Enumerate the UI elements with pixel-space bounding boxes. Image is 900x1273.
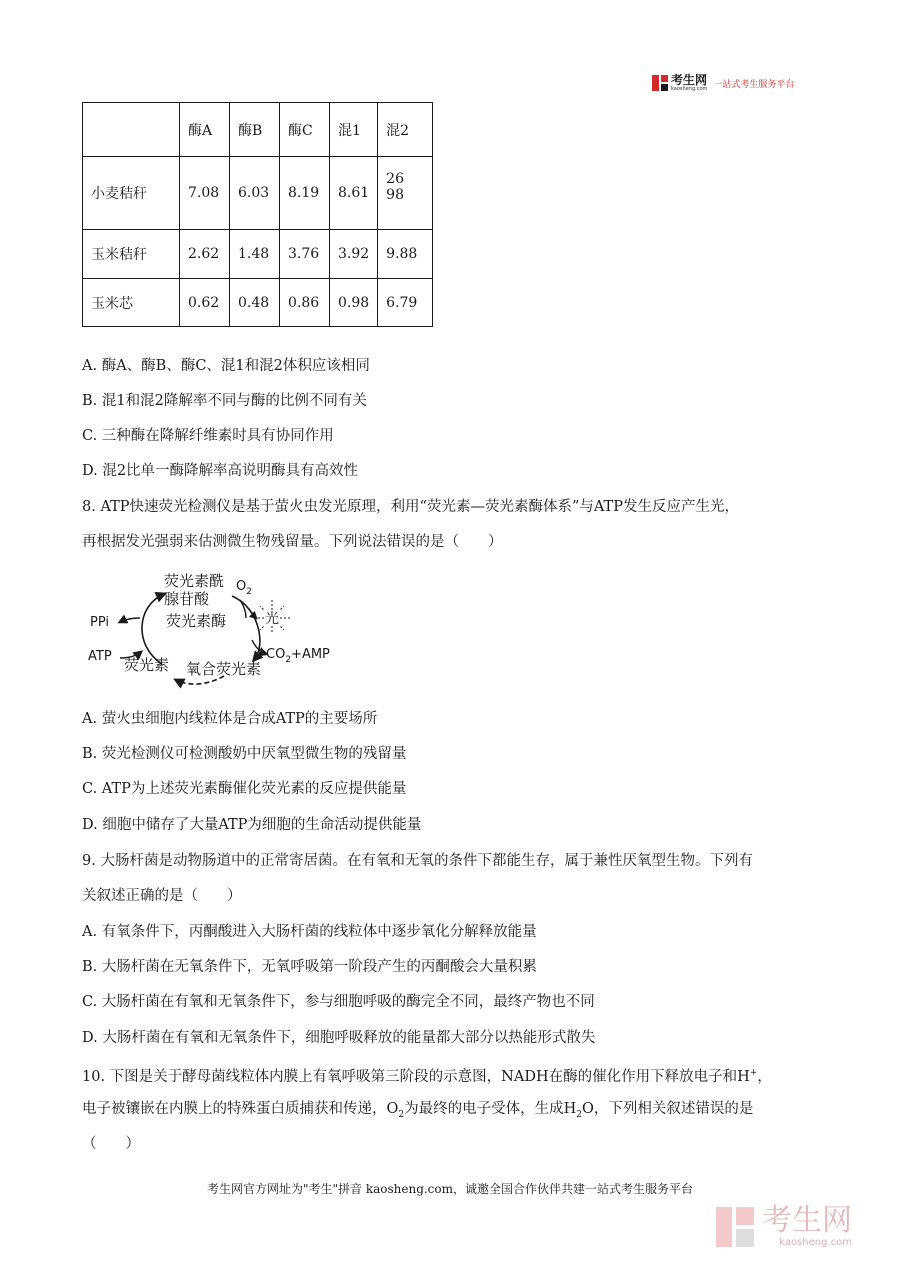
table-row xyxy=(83,279,433,327)
table-cell: 1.48 xyxy=(230,230,280,279)
table-cell: 0.86 xyxy=(280,279,330,327)
table-header-cell: 混1 xyxy=(330,103,378,157)
footer-text: 考生网官方网址为"考生"拼音 kaosheng.com，诚邀全国合作伙伴共建一站式考生服务平台 xyxy=(206,1182,694,1196)
table-header-cell xyxy=(83,103,180,157)
table-cell: 8.19 xyxy=(280,157,330,230)
cycle-arc-right xyxy=(232,596,260,660)
label-ppi: PPi xyxy=(90,615,110,630)
q8-option-d: D. 细胞中储存了大量ATP为细胞的生命活动提供能量 xyxy=(82,817,422,833)
q8-stem-line1: 8. ATP快速荧光检测仪是基于萤火虫发光原理，利用“荧光素—荧光素酶体系”与ATP发生反应产生光， xyxy=(82,499,739,515)
table-cell: 2.62 xyxy=(180,230,230,279)
table-cell: 26 98 xyxy=(378,157,433,230)
table-cell: 8.61 xyxy=(330,157,378,230)
watermark-name: 考生网 xyxy=(762,1203,852,1238)
table-row xyxy=(83,230,433,279)
label-light: 光 xyxy=(265,611,279,627)
q9-option-a: A. 有氧条件下，丙酮酸进入大肠杆菌的线粒体中逐步氧化分解释放能量 xyxy=(82,924,537,940)
label-luciferase: 荧光素酶 xyxy=(166,612,227,630)
q9-option-b: B. 大肠杆菌在无氧条件下，无氧呼吸第一阶段产生的丙酮酸会大量积累 xyxy=(82,959,537,975)
ppi-arrow xyxy=(120,618,140,622)
table-header-cell: 混2 xyxy=(378,103,433,157)
table-row xyxy=(83,157,433,230)
q9-stem-line2: 关叙述正确的是（ ） xyxy=(82,888,242,904)
q8-option-c: C. ATP为上述荧光素酶催化荧光素的反应提供能量 xyxy=(82,781,407,797)
q10-stem-line2: 电子被镶嵌在内膜上的特殊蛋白质捕获和传递，$O_2$为最终的电子受体，生成$H_2O$，下列相关叙述错误的是 xyxy=(82,1101,754,1120)
light-arrow xyxy=(248,608,256,618)
watermark-domain: kaosheng.com xyxy=(779,1237,852,1248)
table-cell: 小麦秸秆 xyxy=(83,157,180,230)
q9-option-c: C. 大肠杆菌在有氧和无氧条件下，参与细胞呼吸的酶完全不同，最终产物也不同 xyxy=(82,994,595,1010)
q7-option-d: D. 混2比单一酶降解率高说明酶具有高效性 xyxy=(82,463,359,479)
kaosheng-logo-icon xyxy=(652,75,668,91)
brand-slogan: 一站式考生服务平台 xyxy=(713,79,795,90)
label-adenylate-1: 荧光素酰 xyxy=(164,572,225,590)
q10-stem-line3: （ ） xyxy=(82,1136,140,1152)
degradation-table xyxy=(82,102,433,327)
table-cell: 3.76 xyxy=(280,230,330,279)
table-cell: 9.88 xyxy=(378,230,433,279)
label-luciferin: 荧光素 xyxy=(124,656,170,674)
label-oxyluciferin: 氧合荧光素 xyxy=(186,660,262,678)
q7-option-b: B. 混1和混2降解率不同与酶的比例不同有关 xyxy=(82,393,367,409)
q9-option-d: D. 大肠杆菌在有氧和无氧条件下，细胞呼吸释放的能量都大部分以热能形式散失 xyxy=(82,1030,596,1046)
table-cell: 7.08 xyxy=(180,157,230,230)
label-atp: ATP xyxy=(88,649,112,664)
table-cell: 玉米秸秆 xyxy=(83,230,180,279)
table-cell: 玉米芯 xyxy=(83,279,180,327)
q8-stem-line2: 再根据发光强弱来估测微生物残留量。下列说法错误的是（ ） xyxy=(82,534,503,550)
table-cell: 0.98 xyxy=(330,279,378,327)
table-cell: 6.03 xyxy=(230,157,280,230)
table-header-row xyxy=(83,103,433,157)
table-cell: 6.79 xyxy=(378,279,433,327)
brand-domain: kaosheng.com xyxy=(671,86,708,92)
footer-watermark xyxy=(716,1205,852,1248)
table-header-cell: 酶A xyxy=(180,103,230,157)
label-o2: $O_2$ xyxy=(236,579,252,597)
q8-option-b: B. 荧光检测仪可检测酸奶中厌氧型微生物的残留量 xyxy=(82,746,407,762)
table-cell: 0.48 xyxy=(230,279,280,327)
cycle-arc-left xyxy=(142,594,164,664)
q10-stem-line1: 10. 下图是关于酵母菌线粒体内膜上有氧呼吸第三阶段的示意图，NADH在酶的催化作用下释放电子和H+， xyxy=(82,1068,772,1085)
q9-stem-line1: 9. 大肠杆菌是动物肠道中的正常寄居菌。在有氧和无氧的条件下都能生存，属于兼性厌氧型生物。下列有 xyxy=(82,853,753,869)
table-header-cell: 酶C xyxy=(280,103,330,157)
luciferase-cycle-diagram xyxy=(84,568,354,693)
label-adenylate-2: 腺苷酸 xyxy=(164,590,210,608)
table-cell: 0.62 xyxy=(180,279,230,327)
q7-option-a: A. 酶A、酶B、酶C、混1和混2体积应该相同 xyxy=(82,358,370,374)
q7-option-c: C. 三种酶在降解纤维素时具有协同作用 xyxy=(82,428,334,444)
q8-option-a: A. 萤火虫细胞内线粒体是合成ATP的主要场所 xyxy=(82,711,378,727)
header-logo xyxy=(652,74,794,92)
table-header-cell: 酶B xyxy=(230,103,280,157)
brand-name: 考生网 xyxy=(671,73,708,87)
label-co2-amp: $CO_2+AMP$ xyxy=(266,647,330,665)
table-cell: 3.92 xyxy=(330,230,378,279)
kaosheng-watermark-icon xyxy=(716,1207,756,1247)
